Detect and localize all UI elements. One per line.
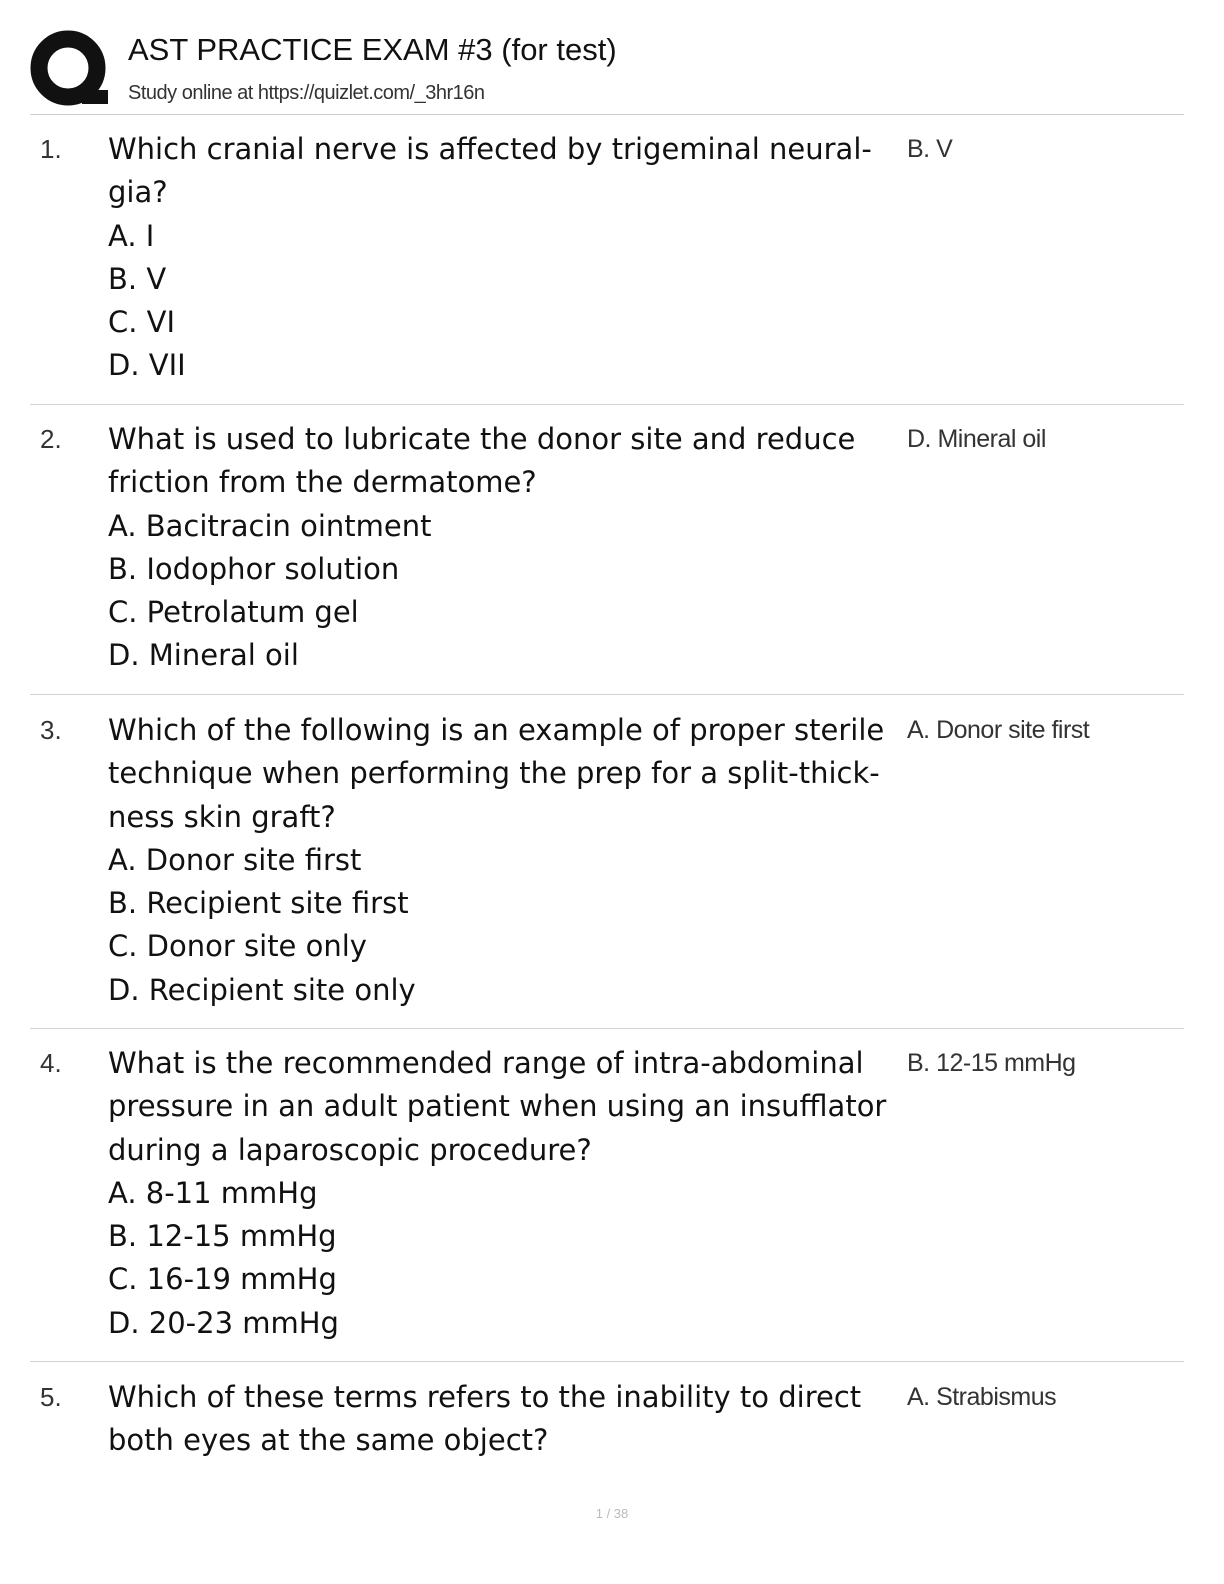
page-number: 1 / 38 [595, 1506, 629, 1521]
question-text: What is used to lubricate the donor site and reduce friction from the dermatome? [108, 422, 856, 500]
option-c: C. Petrolatum gel [108, 595, 359, 630]
question-body [108, 418, 908, 678]
option-b: B. 12-15 mmHg [108, 1219, 337, 1254]
header-divider [30, 114, 1184, 115]
question-item [30, 418, 1184, 695]
option-c: C. VI [108, 305, 176, 340]
option-d: D. 20-23 mmHg [108, 1305, 339, 1340]
document-title: AST PRACTICE EXAM #3 (for test) [128, 32, 617, 67]
option-b: B. Recipient site first [108, 886, 409, 921]
answer-text: B. 12-15 mmHg [907, 1049, 1076, 1077]
question-body [108, 1376, 908, 1463]
question-number: 3. [40, 715, 62, 745]
question-text: Which of these terms refers to the inability to direct both eyes at the same object? [108, 1380, 862, 1458]
question-number: 5. [40, 1382, 62, 1412]
question-text: Which cranial nerve is affected by trigeminal neural- gia? [108, 132, 872, 210]
answer-text: B. V [907, 135, 953, 163]
question-body [108, 1042, 908, 1345]
document-header [30, 30, 1190, 114]
question-number: 1. [40, 134, 62, 164]
option-a: A. I [108, 218, 155, 253]
answer-text: A. Strabismus [907, 1383, 1057, 1411]
question-number: 2. [40, 424, 62, 454]
answer-text: A. Donor site first [907, 716, 1090, 744]
question-text: What is the recommended range of intra-abdominal pressure in an adult patient when using an insufflator during a laparoscopic procedure? [108, 1046, 887, 1167]
option-d: D. Recipient site only [108, 972, 416, 1007]
question-item [30, 709, 1184, 1029]
question-body [108, 709, 908, 1012]
option-d: D. VII [108, 348, 186, 383]
option-a: A. Donor site first [108, 842, 362, 877]
question-number: 4. [40, 1048, 62, 1078]
option-c: C. Donor site only [108, 929, 367, 964]
option-c: C. 16-19 mmHg [108, 1262, 337, 1297]
option-a: A. 8-11 mmHg [108, 1175, 318, 1210]
quizlet-logo-icon [30, 30, 110, 110]
question-text: Which of the following is an example of proper sterile technique when performing the prep for a split-thick- ness skin graft? [108, 713, 885, 834]
study-online-link[interactable]: Study online at https://quizlet.com/_3hr16n [128, 82, 485, 104]
option-a: A. Bacitracin ointment [108, 508, 432, 543]
question-item [30, 1376, 1184, 1476]
option-b: B. Iodophor solution [108, 551, 400, 586]
question-body [108, 128, 908, 388]
option-b: B. V [108, 261, 167, 296]
answer-text: D. Mineral oil [907, 425, 1046, 453]
question-item [30, 128, 1184, 405]
option-d: D. Mineral oil [108, 638, 299, 673]
question-item [30, 1042, 1184, 1362]
